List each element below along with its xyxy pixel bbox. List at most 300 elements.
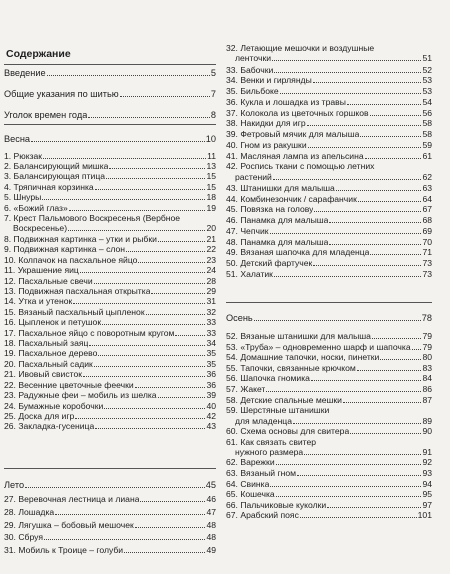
dot-leader — [158, 241, 206, 242]
toc-entry — [4, 234, 216, 244]
dot-leader — [327, 507, 421, 508]
toc-entry — [226, 118, 432, 128]
toc-entry — [226, 258, 432, 268]
entry-page: 23 — [206, 254, 216, 265]
entry-page: 28 — [206, 275, 216, 286]
toc-entry — [4, 348, 216, 358]
dot-leader — [276, 496, 422, 497]
toc-entry — [4, 255, 216, 265]
entry-title: 63. Вязаный гном — [226, 468, 297, 478]
dot-leader — [343, 402, 421, 403]
toc-entry — [226, 65, 432, 75]
toc-entry — [226, 416, 432, 426]
toc-entry — [226, 151, 432, 161]
entry-page: 21 — [206, 233, 216, 244]
entry-page: 46 — [206, 494, 216, 504]
entry-page: 62 — [422, 171, 432, 182]
toc-entry — [4, 532, 216, 542]
toc-entry — [226, 373, 432, 383]
toc-entry — [226, 426, 432, 436]
entry-page: 11 — [207, 150, 216, 161]
entry-title-line: 61. Как связать свитер — [226, 436, 317, 447]
entry-page: 43 — [206, 421, 216, 432]
dot-leader — [370, 115, 422, 116]
entry-page: 95 — [422, 489, 432, 500]
entry-title: 3. Балансирующая птица — [4, 171, 106, 182]
dot-leader — [158, 397, 206, 398]
entry-page: 80 — [422, 352, 432, 363]
toc-entry — [226, 352, 432, 362]
entry-page: 42 — [206, 411, 216, 421]
entry-page: 93 — [422, 468, 432, 478]
dot-leader — [89, 345, 205, 346]
dot-leader — [42, 199, 205, 200]
toc-entry — [226, 129, 432, 139]
section-divider — [4, 468, 216, 469]
toc-entry — [226, 468, 432, 478]
dot-leader — [120, 96, 210, 97]
toc-entry — [226, 172, 432, 182]
entry-title: 57. Жакет — [226, 384, 266, 394]
entry-title: Уголок времен года — [4, 110, 88, 120]
entry-page: 15 — [206, 181, 216, 192]
toc-entry — [226, 86, 432, 96]
entry-title: 66. Пальчиковые куколки — [226, 499, 327, 510]
toc-entry — [4, 68, 216, 78]
entry-title: 60. Схема основы для свитера — [226, 426, 350, 436]
entry-title: 2. Балансирующий мишка — [4, 160, 109, 171]
dot-leader — [311, 380, 422, 381]
toc-entry — [4, 545, 216, 555]
entry-title: 5. Шнуры — [4, 192, 42, 203]
dot-leader — [360, 136, 421, 137]
dot-leader — [350, 433, 421, 434]
entry-page: 87 — [422, 394, 432, 405]
dot-leader — [266, 391, 421, 392]
entry-page: 15 — [206, 171, 216, 182]
toc-entry — [4, 411, 216, 421]
entry-page: 54 — [422, 96, 432, 107]
entry-page: 48 — [206, 532, 216, 543]
toc-entry — [226, 313, 432, 323]
toc-entry — [4, 203, 216, 213]
dot-leader — [329, 222, 421, 223]
toc-entry — [226, 237, 432, 247]
entry-title: 55. Тапочки, связанные крючком — [226, 362, 356, 373]
section-divider — [226, 302, 432, 303]
entry-page: 71 — [422, 247, 432, 258]
dot-leader — [358, 201, 422, 202]
toc-entry — [226, 500, 432, 510]
toc-entry — [226, 363, 432, 373]
toc-entry — [4, 307, 216, 317]
entry-title-cont: ленточки — [235, 53, 272, 64]
entry-title: 19. Пасхальное дерево — [4, 348, 98, 359]
entry-title: 37. Колокола из цветочных горшков — [226, 107, 369, 118]
dot-leader — [106, 178, 205, 179]
toc-entry — [4, 421, 216, 431]
entry-title: 50. Детский фартучек — [226, 258, 313, 268]
toc-entry — [226, 384, 432, 394]
dot-leader — [300, 517, 417, 518]
dot-leader — [31, 141, 205, 142]
entry-title: 27. Веревочная лестница и лиана — [4, 494, 140, 504]
toc-entry — [4, 89, 216, 99]
dot-leader — [365, 158, 422, 159]
entry-page: 91 — [422, 447, 432, 457]
dot-leader — [370, 254, 421, 255]
dot-leader — [314, 211, 421, 212]
entry-page: 79 — [422, 341, 432, 352]
toc-entry — [226, 183, 432, 193]
entry-title-line: 42. Роспись ткани с помощью летних — [226, 161, 375, 172]
entry-title: 62. Варежки — [226, 457, 275, 468]
dot-leader — [273, 179, 422, 180]
entry-page: 51 — [422, 53, 432, 64]
entry-title: Общие указания по шитью — [4, 89, 119, 99]
toc-entry — [226, 215, 432, 225]
toc-entry — [4, 265, 216, 275]
entry-title: 33. Бабочки — [226, 64, 274, 75]
entry-page: 86 — [422, 384, 432, 394]
entry-title: 35. Бильбоке — [226, 86, 279, 96]
entry-page: 67 — [422, 204, 432, 215]
dot-leader — [412, 349, 422, 350]
entry-title: 15. Вязаный пасхальный цыпленок — [4, 306, 145, 317]
entry-page: 36 — [206, 379, 216, 390]
entry-page: 83 — [422, 362, 432, 373]
toc-entry — [226, 331, 432, 341]
dot-leader — [297, 475, 421, 476]
dot-leader — [357, 370, 422, 371]
entry-title: 53. «Труба» – одновременно шарф и шапочка — [226, 341, 411, 352]
entry-title: 45. Повязка на голову — [226, 204, 314, 215]
entry-title: 8. Подвижная картинка – утки и рыбки — [4, 233, 157, 244]
dot-leader — [109, 168, 205, 169]
entry-page: 39 — [206, 390, 216, 401]
toc-entry — [226, 457, 432, 467]
entry-title: 36. Кукла и лошадка из травы — [226, 96, 346, 107]
entry-page: 48 — [206, 519, 216, 530]
entry-page: 22 — [206, 244, 216, 255]
entry-page: 68 — [422, 215, 432, 225]
entry-page: 47 — [206, 506, 216, 517]
entry-title: 49. Вязаная шапочка для младенца — [226, 247, 370, 258]
toc-entry — [4, 380, 216, 390]
dot-leader — [280, 93, 422, 94]
toc-entry — [4, 359, 216, 369]
entry-page: 58 — [422, 129, 432, 139]
entry-title: 67. Арабский пояс — [226, 510, 299, 521]
entry-page: 61 — [422, 150, 432, 161]
entry-title: Введение — [4, 68, 46, 78]
dot-leader — [380, 359, 421, 360]
toc-entry — [4, 276, 216, 286]
entry-page: 33 — [206, 317, 216, 328]
entry-page: 56 — [422, 107, 432, 118]
entry-page: 13 — [206, 160, 216, 171]
toc-entry — [4, 110, 216, 120]
entry-page: 29 — [206, 285, 216, 296]
entry-page: 58 — [422, 118, 432, 129]
entry-title-cont: Воскресенье) — [13, 223, 68, 234]
entry-title: 10. Колпачок на пасхальное яйцо — [4, 254, 138, 265]
entry-page: 73 — [422, 268, 432, 279]
dot-leader — [95, 189, 206, 190]
toc-entry — [4, 480, 216, 490]
dot-leader — [98, 355, 205, 356]
toc-entry — [226, 269, 432, 279]
entry-title: 23. Радужные феи – мобиль из шелка — [4, 390, 157, 401]
toc-entry — [226, 226, 432, 236]
entry-title: 44. Комбинезончик / сарафанчик — [226, 193, 357, 204]
entry-title: 38. Накидки для игр — [226, 118, 306, 129]
dot-leader — [43, 158, 206, 159]
dot-leader — [308, 147, 422, 148]
toc-entry — [226, 447, 432, 457]
toc-entry — [226, 479, 432, 489]
dot-leader — [274, 276, 421, 277]
toc-entry — [226, 108, 432, 118]
entry-title: 47. Чепчик — [226, 225, 269, 236]
toc-entry — [4, 223, 216, 233]
entry-title: 40. Гном из ракушки — [226, 139, 307, 150]
entry-page: 5 — [210, 68, 216, 78]
dot-leader — [270, 233, 422, 234]
entry-title: 6. «Божий глаз» — [4, 202, 68, 213]
dot-leader — [55, 514, 205, 515]
toc-entry — [4, 296, 216, 306]
entry-page: 24 — [206, 265, 216, 276]
toc-entry — [4, 161, 216, 171]
entry-title: 31. Мобиль к Троице – голуби — [4, 545, 124, 556]
entry-title: Лето — [4, 480, 25, 490]
dot-leader — [304, 454, 421, 455]
entry-title: 29. Лягушка – бобовый мешочек — [4, 519, 134, 530]
toc-entry — [4, 151, 216, 161]
entry-title: 56. Шапочка гномика — [226, 373, 310, 384]
toc-entry — [226, 194, 432, 204]
entry-page: 31 — [206, 296, 216, 307]
entry-title: 54. Домашние тапочки, носки, пинетки — [226, 352, 380, 363]
entry-title: 65. Кошечка — [226, 489, 275, 500]
entry-title-line: 7. Крест Пальмового Воскресенья (Вербное — [4, 213, 181, 224]
dot-leader — [135, 527, 206, 528]
entry-title: 14. Утка и утенок — [4, 296, 73, 307]
entry-page: 35 — [206, 358, 216, 369]
entry-page: 35 — [206, 348, 216, 359]
toc-entry — [4, 369, 216, 379]
dot-leader — [68, 230, 205, 231]
entry-page: 90 — [422, 426, 432, 436]
entry-page: 19 — [206, 202, 216, 213]
toc-entry — [4, 401, 216, 411]
entry-title-cont: для младенца — [235, 415, 293, 426]
dot-leader — [44, 539, 205, 540]
dot-leader — [135, 387, 206, 388]
dot-leader — [307, 125, 422, 126]
dot-leader — [254, 320, 421, 321]
toc-entry — [226, 395, 432, 405]
dot-leader — [272, 60, 421, 61]
toc-entry — [226, 247, 432, 257]
dot-leader — [95, 428, 205, 429]
entry-title-line: 32. Летающие мешочки и воздушные — [226, 43, 375, 53]
dot-leader — [146, 314, 206, 315]
entry-page: 63 — [422, 182, 432, 193]
dot-leader — [80, 272, 206, 273]
dot-leader — [47, 75, 210, 76]
dot-leader — [94, 366, 206, 367]
toc-entry — [4, 317, 216, 327]
entry-page: 78 — [421, 313, 432, 323]
dot-leader — [75, 418, 205, 419]
toc-entry — [4, 328, 216, 338]
toc-entry — [4, 520, 216, 530]
entry-title: 51. Халатик — [226, 268, 273, 279]
toc-entry — [4, 171, 216, 181]
entry-title: 9. Подвижная картинка – слон — [4, 244, 126, 255]
entry-title: 25. Доска для игр — [4, 411, 75, 421]
entry-page: 64 — [422, 193, 432, 204]
entry-page: 53 — [422, 86, 432, 96]
entry-title: 13. Подвижная пасхальная открытка — [4, 285, 151, 296]
entry-title: 17. Пасхальное яйцо с поворотным кругом — [4, 327, 175, 338]
entry-title: Осень — [226, 313, 253, 323]
entry-title: 28. Лошадка — [4, 506, 55, 517]
dot-leader — [313, 265, 421, 266]
entry-title: 18. Пасхальный заяц — [4, 338, 89, 349]
dot-leader — [25, 487, 205, 488]
entry-page: 18 — [206, 192, 216, 203]
entry-page: 20 — [206, 223, 216, 234]
entry-title: 41. Масляная лампа из апельсина — [226, 150, 364, 161]
entry-title: 64. Свинка — [226, 478, 270, 489]
entry-page: 73 — [422, 258, 432, 268]
dot-leader — [69, 210, 206, 211]
entry-title: 1. Рюкзак — [4, 150, 43, 161]
entry-page: 59 — [422, 139, 432, 150]
dot-leader — [73, 303, 205, 304]
entry-page: 69 — [422, 225, 432, 236]
entry-title: 58. Детские спальные мешки — [226, 394, 342, 405]
entry-page: 10 — [205, 134, 216, 144]
dot-leader — [274, 72, 421, 73]
dot-leader — [329, 244, 421, 245]
entry-title: 12. Пасхальные свечи — [4, 275, 93, 286]
entry-title: 52. Вязаные штанишки для малыша — [226, 331, 371, 341]
entry-page: 34 — [206, 338, 216, 349]
entry-title: 24. Бумажные коробочки — [4, 400, 104, 411]
dot-leader — [151, 293, 205, 294]
entry-title: 46. Панамка для малыша — [226, 215, 329, 225]
toc-entry — [4, 390, 216, 400]
dot-leader — [88, 117, 210, 118]
entry-page: 7 — [210, 89, 216, 99]
entry-title: 16. Цыпленок и петушок — [4, 317, 102, 328]
entry-page: 36 — [206, 369, 216, 380]
entry-page: 101 — [417, 510, 432, 521]
entry-title-line: 59. Шерстяные штанишки — [226, 405, 330, 416]
toc-entry — [226, 204, 432, 214]
toc-entry — [4, 286, 216, 296]
page-title: Содержание — [6, 48, 71, 60]
dot-leader — [270, 486, 421, 487]
entry-title-cont: нужного размера — [235, 447, 304, 457]
entry-page: 70 — [422, 236, 432, 247]
toc-entry — [226, 97, 432, 107]
toc-entry — [4, 338, 216, 348]
section-divider — [4, 64, 216, 65]
toc-entry — [226, 140, 432, 150]
toc-entry — [226, 489, 432, 499]
dot-leader — [347, 104, 422, 105]
dot-leader — [83, 376, 205, 377]
section-divider — [4, 124, 216, 125]
entry-page: 40 — [206, 400, 216, 411]
entry-title: 4. Тряпичная корзинка — [4, 181, 94, 192]
toc-entry — [226, 510, 432, 520]
entry-page: 92 — [422, 457, 432, 468]
toc-entry — [4, 244, 216, 254]
entry-title: 48. Панамка для малыша — [226, 236, 329, 247]
entry-title: 22. Весенние цветочные феечки — [4, 379, 134, 390]
entry-page: 89 — [422, 415, 432, 426]
dot-leader — [140, 501, 205, 502]
entry-title-cont: растений — [235, 171, 272, 182]
toc-entry — [226, 75, 432, 85]
dot-leader — [313, 82, 422, 83]
dot-leader — [94, 283, 206, 284]
dot-leader — [126, 251, 205, 252]
entry-page: 53 — [422, 75, 432, 86]
entry-title: 43. Штанишки для малыша — [226, 182, 335, 193]
dot-leader — [102, 324, 205, 325]
toc-entry — [4, 494, 216, 504]
entry-page: 84 — [422, 373, 432, 384]
entry-title: 21. Ивовый свисток — [4, 369, 83, 380]
entry-page: 79 — [422, 331, 432, 341]
entry-title: 26. Закладка-гусеница — [4, 421, 95, 432]
entry-title: 30. Сбруя — [4, 532, 43, 543]
entry-page: 52 — [422, 64, 432, 75]
toc-entry — [4, 134, 216, 144]
dot-leader — [336, 190, 422, 191]
dot-leader — [124, 552, 205, 553]
entry-page: 94 — [422, 478, 432, 489]
toc-entry — [4, 182, 216, 192]
entry-page: 45 — [205, 480, 216, 490]
entry-title: Весна — [4, 134, 31, 144]
toc-entry — [226, 53, 432, 63]
dot-leader — [276, 464, 422, 465]
toc-entry — [4, 507, 216, 517]
entry-title: 11. Украшение яиц — [4, 265, 79, 276]
entry-page: 33 — [206, 327, 216, 338]
dot-leader — [138, 262, 205, 263]
entry-page: 8 — [210, 110, 216, 120]
entry-title: 20. Пасхальный садик — [4, 358, 93, 369]
entry-page: 32 — [206, 306, 216, 317]
entry-page: 97 — [422, 499, 432, 510]
dot-leader — [372, 338, 421, 339]
entry-title: 34. Венки и гирлянды — [226, 75, 312, 86]
dot-leader — [175, 335, 205, 336]
dot-leader — [104, 408, 205, 409]
entry-title: 39. Фетровый мячик для малыша — [226, 129, 360, 139]
dot-leader — [293, 423, 421, 424]
toc-entry — [226, 342, 432, 352]
